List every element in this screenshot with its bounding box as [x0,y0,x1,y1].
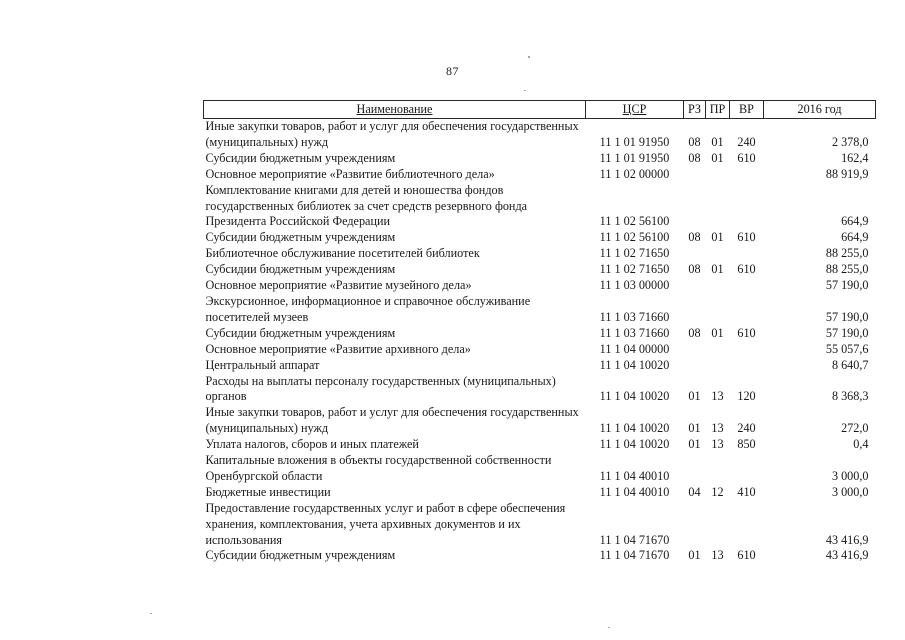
cell-rz: 01 [688,437,701,452]
cell-vr [730,453,764,485]
cell-pr: 13 [711,389,724,404]
cell-sum: 55 057,6 [825,341,869,356]
header-csr: ЦСР [586,101,684,119]
table-row [204,167,876,183]
budget-table [203,100,876,564]
cell-sum: 3 000,0 [831,484,869,499]
cell-pr: 01 [711,325,724,340]
table-row [204,183,876,231]
cell-rz: 08 [688,150,701,165]
cell-rz [684,358,706,374]
cell-pr [706,183,730,231]
cell-csr: 11 1 02 71650 [599,246,670,261]
cell-pr: 13 [711,548,724,563]
cell-pr: 01 [711,262,724,277]
cell-csr: 11 1 01 91950 [599,134,670,149]
cell-csr: 11 1 04 00000 [599,341,670,356]
cell-vr: 610 [737,548,756,563]
table-row [204,485,876,501]
cell-sum: 3 000,0 [831,468,869,483]
cell-vr: 850 [737,437,756,452]
cell-rz: 08 [688,230,701,245]
cell-pr [706,358,730,374]
table-body [204,119,876,565]
cell-rz [684,501,706,549]
cell-name: Расходы на выплаты персоналу государственных (муниципальных) органов [205,373,556,404]
cell-vr [730,246,764,262]
table-row [204,230,876,246]
cell-csr: 11 1 03 71660 [599,325,670,340]
scan-speck [528,56,530,58]
cell-sum: 8 640,7 [831,357,869,372]
table-row [204,278,876,294]
cell-pr: 13 [711,437,724,452]
cell-name: Библиотечное обслуживание посетителей библиотек [205,246,480,261]
cell-rz: 08 [688,134,701,149]
cell-rz: 01 [688,548,701,563]
cell-sum: 8 368,3 [831,389,869,404]
cell-rz [684,342,706,358]
cell-name: Предоставление государственных услуг и работ в сфере обеспечения хранения, комплектования, учета архивных документов и их использования [205,500,566,547]
cell-rz: 01 [688,389,701,404]
cell-vr: 120 [737,389,756,404]
cell-pr: 13 [711,421,724,436]
cell-vr: 610 [737,230,756,245]
cell-vr [730,501,764,549]
cell-vr [730,294,764,326]
cell-csr: 11 1 04 71670 [599,532,670,547]
cell-vr [730,183,764,231]
cell-rz [684,246,706,262]
header-year: 2016 год [764,101,876,119]
cell-csr: 11 1 04 10020 [599,421,670,436]
table-row [204,548,876,564]
cell-name: Субсидии бюджетным учреждениям [205,262,396,277]
cell-vr: 610 [737,262,756,277]
cell-sum: 664,9 [841,230,869,245]
table-row [204,294,876,326]
cell-sum: 88 255,0 [825,262,869,277]
cell-sum: 88 255,0 [825,246,869,261]
cell-sum: 0,4 [853,437,869,452]
table-row [204,358,876,374]
cell-vr: 610 [737,325,756,340]
cell-pr: 01 [711,150,724,165]
cell-pr [706,246,730,262]
cell-csr: 11 1 04 10020 [599,389,670,404]
scan-speck [608,627,610,628]
cell-name: Иные закупки товаров, работ и услуг для обеспечения государственных (муниципальных) нужд [205,119,579,149]
cell-csr: 11 1 04 10020 [599,357,670,372]
cell-name: Субсидии бюджетным учреждениям [205,150,396,165]
cell-csr: 11 1 02 56100 [599,214,670,229]
cell-name: Бюджетные инвестиции [205,484,331,499]
table-header-row [204,101,876,119]
cell-csr: 11 1 02 56100 [599,230,670,245]
cell-csr: 11 1 03 00000 [599,278,670,293]
cell-pr [706,501,730,549]
cell-sum: 162,4 [841,150,869,165]
scan-speck [150,613,152,614]
table-row [204,342,876,358]
cell-pr [706,278,730,294]
table-row [204,262,876,278]
cell-vr [730,278,764,294]
cell-name: Уплата налогов, сборов и иных платежей [205,437,419,452]
header-vr: ВР [730,101,764,119]
cell-csr: 11 1 04 40010 [599,484,670,499]
cell-name: Основное мероприятие «Развитие архивного дела» [205,341,471,356]
page-number: 87 [446,64,459,78]
cell-rz [684,183,706,231]
table-row [204,326,876,342]
cell-sum: 57 190,0 [825,325,869,340]
cell-rz: 04 [688,484,701,499]
header-name: Наименование [204,101,586,119]
cell-vr: 240 [737,421,756,436]
cell-rz: 08 [688,325,701,340]
table-row [204,374,876,406]
cell-pr: 12 [711,484,724,499]
table-row [204,405,876,437]
cell-name: Капитальные вложения в объекты государственной собственности Оренбургской области [205,453,552,483]
cell-vr [730,358,764,374]
cell-name: Иные закупки товаров, работ и услуг для обеспечения государственных (муниципальных) нужд [205,405,579,436]
cell-rz [684,167,706,183]
cell-pr [706,294,730,326]
cell-name: Экскурсионное, информационное и справочное обслуживание посетителей музеев [205,293,531,324]
cell-name: Субсидии бюджетным учреждениям [205,325,396,340]
table-row [204,119,876,151]
cell-csr: 11 1 03 71660 [599,309,670,324]
cell-sum: 43 416,9 [825,548,869,563]
cell-csr: 11 1 01 91950 [599,150,670,165]
cell-rz: 08 [688,262,701,277]
table-row [204,246,876,262]
table-row [204,437,876,453]
cell-vr [730,342,764,358]
cell-csr: 11 1 04 40010 [599,468,670,483]
cell-vr: 240 [737,134,756,149]
cell-sum: 88 919,9 [825,166,869,181]
cell-name: Основное мероприятие «Развитие библиотечного дела» [205,166,495,181]
cell-rz [684,453,706,485]
cell-sum: 664,9 [841,214,869,229]
cell-csr: 11 1 04 71670 [599,548,670,563]
cell-name: Центральный аппарат [205,357,320,372]
cell-rz: 01 [688,421,701,436]
table-row [204,151,876,167]
cell-name: Субсидии бюджетным учреждениям [205,548,396,563]
table-row [204,453,876,485]
cell-sum: 57 190,0 [825,309,869,324]
cell-name: Комплектование книгами для детей и юношества фондов государственных библиотек за счет средств резервного фонда Президента Российской Федерации [205,182,528,229]
table-row [204,501,876,549]
cell-csr: 11 1 04 10020 [599,437,670,452]
scan-speck [524,90,526,91]
cell-name: Основное мероприятие «Развитие музейного дела» [205,278,472,293]
header-rz: РЗ [684,101,706,119]
cell-csr: 11 1 02 71650 [599,262,670,277]
cell-vr: 410 [737,484,756,499]
cell-pr [706,342,730,358]
cell-pr: 01 [711,230,724,245]
cell-pr [706,167,730,183]
header-pr: ПР [706,101,730,119]
cell-vr [730,167,764,183]
cell-vr: 610 [737,150,756,165]
cell-sum: 57 190,0 [825,278,869,293]
cell-sum: 2 378,0 [831,134,869,149]
cell-rz [684,278,706,294]
cell-rz [684,294,706,326]
cell-sum: 272,0 [841,421,869,436]
cell-pr: 01 [711,134,724,149]
cell-name: Субсидии бюджетным учреждениям [205,230,396,245]
cell-csr: 11 1 02 00000 [599,166,670,181]
cell-pr [706,453,730,485]
cell-sum: 43 416,9 [825,532,869,547]
